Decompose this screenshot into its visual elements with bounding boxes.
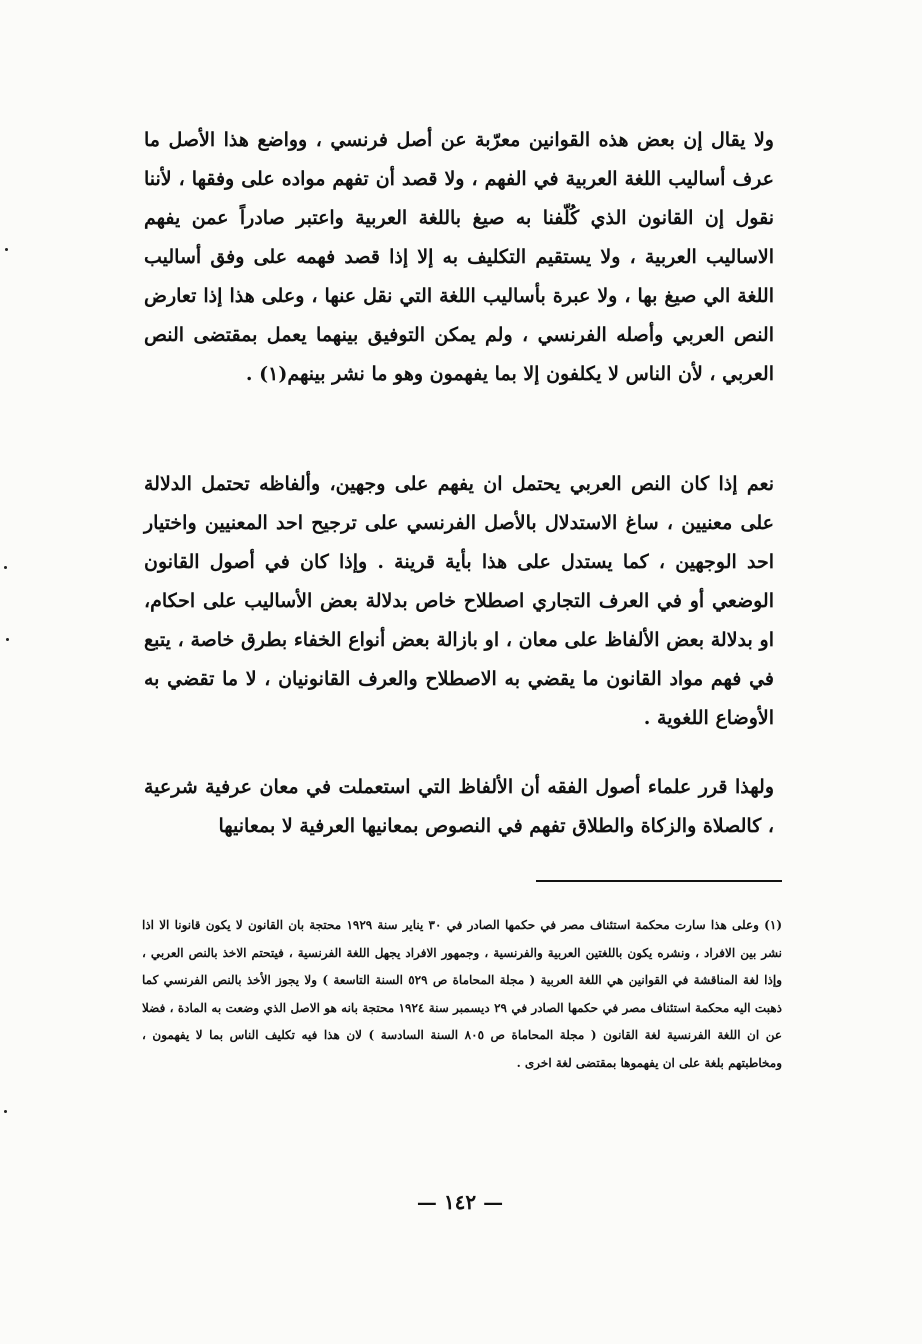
scan-speck [6,638,9,641]
paragraph-2 [144,465,774,738]
paragraph-text: ولا يقال إن بعض هذه القوانين معرّبة عن أصل فرنسي ، وواضع هذا الأصل ما عرف أساليب اللغة العربية في الفهم ، ولا قصد أن تفهم مواده على وفقها ، لأننا نقول إن القانون الذي كُلّفنا به صيغ باللغة العربية واعتبر صادراً عمن يفهم الاساليب العربية ، ولا يستقيم التكليف به إلا إذا قصد فهمه على وفق أساليب اللغة الي صيغ بها ، ولا عبرة بأساليب اللغة التي نقل عنها ، وعلى هذا إذا تعارض النص العربي وأصله الفرنسي ، ولم يمكن التوفيق بينهما يعمل بمقتضى النص العربي ، لأن الناس لا يكلفون إلا بما يفهمون وهو ما نشر بينهم(١) . [144,129,774,385]
paragraph-1 [144,121,774,394]
paragraph-text: ولهذا قرر علماء أصول الفقه أن الألفاظ التي استعملت في معان عرفية شرعية ، كالصلاة والزكاة والطلاق تفهم في النصوص بمعانيها العرفية لا بمعانيها [144,776,774,837]
paragraph-3 [144,768,774,846]
footnote-divider [536,880,782,882]
paragraph-text: نعم إذا كان النص العربي يحتمل ان يفهم على وجهين، وألفاظه تحتمل الدلالة على معنيين ، ساغ الاستدلال بالأصل الفرنسي على ترجيح احد المعنيين واختيار احد الوجهين ، كما يستدل على هذا بأية قرينة . وإذا كان في أصول القانون الوضعي أو في العرف التجاري اصطلاح خاص بدلالة بعض الأساليب على احكام، او بدلالة بعض الألفاظ على معان ، او بازالة بعض أنواع الخفاء بطرق خاصة ، يتبع في فهم مواد القانون ما يقضي به الاصطلاح والعرف القانونيان ، لا ما تقضي به الأوضاع اللغوية . [144,473,774,729]
scan-speck [4,566,7,569]
scan-speck [4,1110,7,1113]
footnote: (١) وعلى هذا سارت محكمة استئناف مصر في حكمها الصادر في ٣٠ يناير سنة ١٩٢٩ محتجة بان القانون لا يكون قانونا الا اذا نشر بين الافراد ، ونشره يكون باللغتين العربية والفرنسية ، وجمهور الافراد يجهل اللغة الفرنسية ، فيتحتم الاخذ بالنص العربي ، وإذا لغة المناقشة في القوانين هي اللغة العربية ( مجلة المحاماة ص ٥٢٩ السنة التاسعة ) ولا يجوز الأخذ بالنص الفرنسي كما ذهبت اليه محكمة استئناف مصر في حكمها الصادر في ٢٩ ديسمبر سنة ١٩٢٤ محتجة بانه هو الاصل الذي وضعت به المادة ، فضلا عن ان اللغة الفرنسية لغة القانون ( مجلة المحاماة ص ٨٠٥ السنة السادسة ) لان هذا فيه تكليف الناس بما لا يفهمون ، ومخاطبتهم بلغة على ان يفهموها بمقتضى لغة اخرى . [142,918,783,1070]
page-number: — ١٤٢ — [416,1190,504,1214]
scan-speck [5,248,8,251]
